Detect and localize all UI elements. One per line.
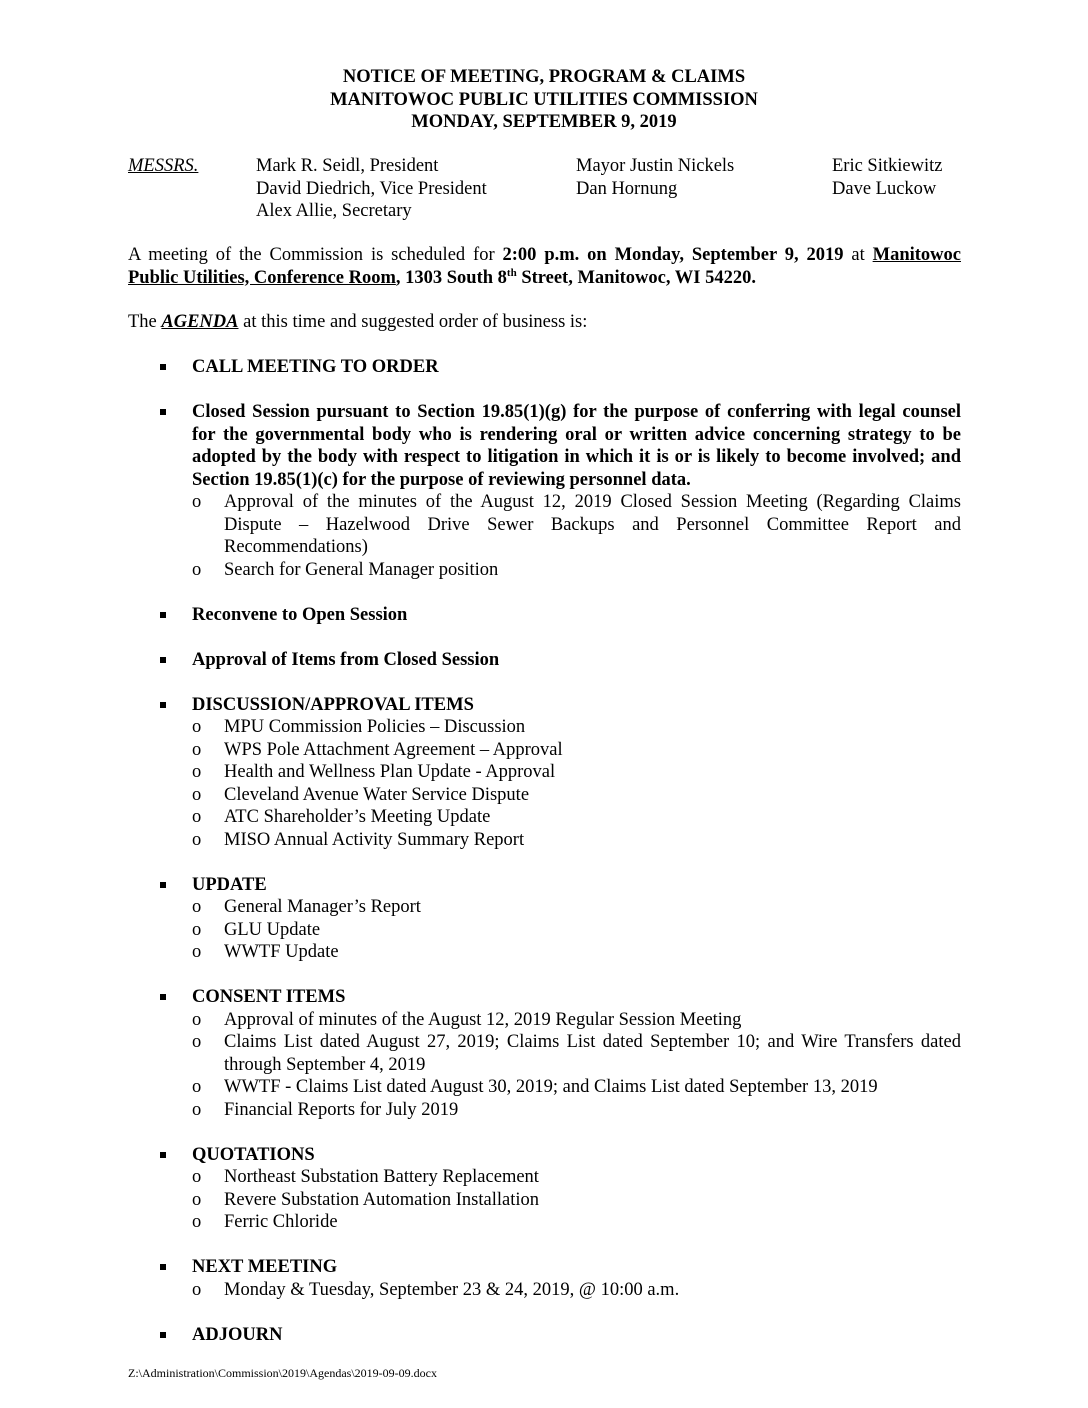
- circle-bullet-icon: o: [192, 919, 202, 940]
- agenda-subitem: [192, 1166, 961, 1189]
- members-column-3: [832, 155, 942, 200]
- agenda-section: [128, 874, 961, 964]
- agenda-subitem-text: Health and Wellness Plan Update - Approval: [224, 762, 556, 782]
- agenda-subitem-text: Northeast Substation Battery Replacement: [224, 1167, 539, 1187]
- agenda-subitem: [192, 919, 961, 942]
- agenda-subitem: [192, 559, 961, 582]
- circle-bullet-icon: o: [192, 1167, 202, 1187]
- circle-bullet-icon: o: [192, 1279, 202, 1300]
- agenda-subitem-text: MISO Annual Activity Summary Report: [224, 829, 525, 850]
- agenda-subitem: [192, 1031, 961, 1076]
- agenda-subitem-text: Revere Substation Automation Installation: [224, 1189, 539, 1210]
- agenda-section-title: QUOTATIONS: [192, 1144, 315, 1165]
- agenda-subitem: [192, 829, 961, 852]
- agenda-section-title: Reconvene to Open Session: [192, 604, 408, 625]
- agenda-subitem: [192, 1099, 961, 1122]
- agenda-section: [128, 986, 961, 1121]
- members-column-1: [256, 155, 487, 223]
- square-bullet-icon: [160, 409, 166, 415]
- circle-bullet-icon: o: [192, 717, 202, 737]
- agenda-subitem: [192, 1211, 961, 1234]
- member-name: Mark R. Seidl, President: [256, 156, 439, 176]
- circle-bullet-icon: o: [192, 1077, 202, 1097]
- member-name: Alex Allie, Secretary: [256, 201, 412, 221]
- meeting-location: Manitowoc Public Utilities, Conference Room: [128, 245, 961, 288]
- agenda-intro-text: The: [128, 312, 162, 332]
- agenda-subitem-text: Search for General Manager position: [224, 559, 499, 580]
- agenda-subitem: [192, 1279, 961, 1302]
- agenda-subitem-text: MPU Commission Policies – Discussion: [224, 717, 526, 737]
- ordinal-suffix: th: [506, 266, 517, 279]
- agenda-section-title: NEXT MEETING: [192, 1257, 338, 1277]
- agenda-subitem: [192, 941, 961, 964]
- agenda-subitem: [192, 806, 961, 829]
- circle-bullet-icon: o: [192, 1099, 202, 1120]
- agenda-section: [128, 401, 961, 581]
- document-header: [0, 66, 1088, 134]
- agenda-section-title: ADJOURN: [192, 1324, 283, 1345]
- intro-text: A meeting of the Commission is scheduled for: [128, 245, 503, 265]
- agenda-subitem-text: Approval of minutes of the August 12, 2019 Regular Session Meeting: [224, 1009, 742, 1030]
- square-bullet-icon: [160, 1264, 166, 1270]
- header-date: MONDAY, SEPTEMBER 9, 2019: [411, 112, 677, 132]
- agenda-subitem: [192, 716, 961, 739]
- meeting-time: 2:00 p.m. on Monday, September 9, 2019: [502, 245, 844, 265]
- agenda-subitem: [192, 784, 961, 807]
- file-path-footer: Z:\Administration\Commission\2019\Agendas\2019-09-09.docx: [128, 1366, 437, 1380]
- square-bullet-icon: [160, 1332, 166, 1338]
- circle-bullet-icon: o: [192, 762, 202, 782]
- meeting-address: , 1303 South 8: [395, 267, 507, 288]
- square-bullet-icon: [160, 657, 166, 663]
- agenda-subitem-text: WPS Pole Attachment Agreement – Approval: [224, 739, 563, 760]
- meeting-intro-paragraph: [128, 244, 961, 289]
- square-bullet-icon: [160, 702, 166, 708]
- members-list: [128, 155, 968, 225]
- circle-bullet-icon: o: [192, 492, 202, 512]
- agenda-section: [128, 1324, 961, 1347]
- circle-bullet-icon: o: [192, 807, 202, 827]
- agenda-section-title: UPDATE: [192, 874, 267, 895]
- member-name: Dan Hornung: [576, 178, 678, 199]
- member-name: Eric Sitkiewitz: [832, 156, 943, 176]
- agenda-section: [128, 1144, 961, 1234]
- member-name: Mayor Justin Nickels: [576, 156, 735, 176]
- agenda-subitem-text: Claims List dated August 27, 2019; Claims List dated September 10; and Wire Transfers dated through September 4, 2019: [224, 1032, 961, 1075]
- intro-text: at: [843, 245, 873, 265]
- agenda-subitem-text: Monday & Tuesday, September 23 & 24, 2019, @ 10:00 a.m.: [224, 1279, 680, 1300]
- agenda-section: [128, 649, 961, 672]
- agenda-subitem: [192, 1189, 961, 1212]
- square-bullet-icon: [160, 994, 166, 1000]
- circle-bullet-icon: o: [192, 1032, 202, 1052]
- agenda-section: [128, 1256, 961, 1301]
- agenda-section: [128, 356, 961, 379]
- agenda-section-title: Closed Session pursuant to Section 19.85(1)(g) for the purpose of conferring with legal counsel for the governmental body who is rendering oral or written advice concerning strategy to be adopted by the body with respect to litigation in which it is or is likely to become involved; and Section 19.85(1)(c) for the purpose of reviewing personnel data.: [192, 402, 961, 490]
- agenda-subitem: [192, 739, 961, 762]
- circle-bullet-icon: o: [192, 559, 202, 580]
- agenda-subitem-text: WWTF Update: [224, 942, 339, 962]
- agenda-subitem: [192, 896, 961, 919]
- circle-bullet-icon: o: [192, 897, 202, 917]
- agenda-section: [128, 694, 961, 852]
- circle-bullet-icon: o: [192, 829, 202, 850]
- agenda-subitem-text: General Manager’s Report: [224, 897, 421, 917]
- square-bullet-icon: [160, 882, 166, 888]
- agenda-subitem: [192, 491, 961, 559]
- agenda-section-title: Approval of Items from Closed Session: [192, 649, 500, 670]
- square-bullet-icon: [160, 1152, 166, 1158]
- agenda-intro: [128, 311, 587, 334]
- agenda-subitem: [192, 761, 961, 784]
- agenda-keyword: AGENDA: [161, 312, 239, 332]
- header-organization: MANITOWOC PUBLIC UTILITIES COMMISSION: [330, 89, 758, 110]
- agenda-subitem-text: WWTF - Claims List dated August 30, 2019; and Claims List dated September 13, 2019: [224, 1077, 878, 1097]
- agenda-section: [128, 604, 961, 627]
- circle-bullet-icon: o: [192, 1212, 202, 1232]
- agenda-list: [128, 356, 961, 1369]
- members-column-2: [576, 155, 734, 200]
- circle-bullet-icon: o: [192, 1189, 202, 1210]
- agenda-subitem-text: Cleveland Avenue Water Service Dispute: [224, 784, 530, 805]
- agenda-subitem-text: Ferric Chloride: [224, 1212, 338, 1232]
- agenda-section-title: CONSENT ITEMS: [192, 987, 346, 1007]
- agenda-section-title: DISCUSSION/APPROVAL ITEMS: [192, 694, 474, 715]
- header-title: NOTICE OF MEETING, PROGRAM & CLAIMS: [342, 67, 746, 87]
- agenda-subitem: [192, 1009, 961, 1032]
- member-name: David Diedrich, Vice President: [256, 178, 487, 199]
- agenda-intro-text: at this time and suggested order of business is:: [238, 312, 588, 332]
- circle-bullet-icon: o: [192, 784, 202, 805]
- meeting-address-rest: Street, Manitowoc, WI 54220.: [516, 267, 756, 288]
- square-bullet-icon: [160, 612, 166, 618]
- circle-bullet-icon: o: [192, 1009, 202, 1030]
- agenda-subitem-text: ATC Shareholder’s Meeting Update: [224, 807, 491, 827]
- messrs-label: MESSRS.: [128, 156, 199, 176]
- member-name: Dave Luckow: [832, 178, 937, 199]
- agenda-section-title: CALL MEETING TO ORDER: [192, 357, 439, 377]
- square-bullet-icon: [160, 364, 166, 370]
- agenda-subitem-text: GLU Update: [224, 919, 321, 940]
- circle-bullet-icon: o: [192, 739, 202, 760]
- agenda-subitem: [192, 1076, 961, 1099]
- agenda-subitem-text: Financial Reports for July 2019: [224, 1099, 459, 1120]
- agenda-subitem-text: Approval of the minutes of the August 12, 2019 Closed Session Meeting (Regarding Claims Dispute – Hazelwood Drive Sewer Backups and Personnel Committee Report and Recommendations): [224, 492, 961, 557]
- circle-bullet-icon: o: [192, 942, 202, 962]
